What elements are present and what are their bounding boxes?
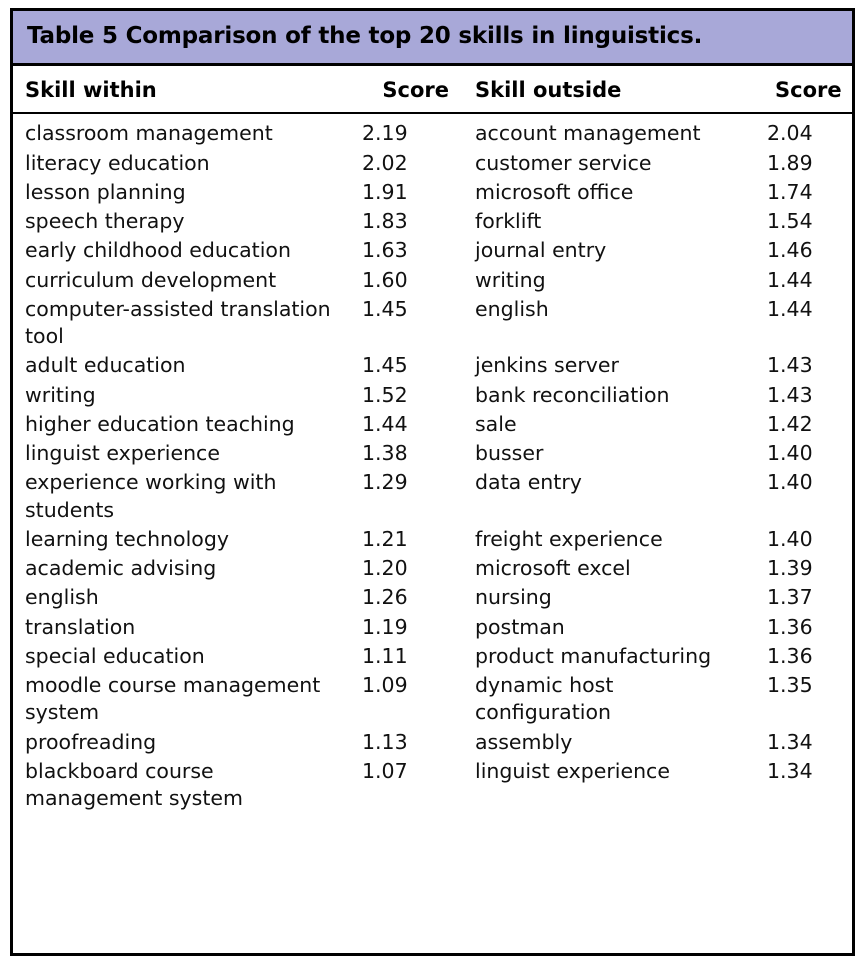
table-row — [13, 351, 852, 380]
cell-score-outside: 1.40 — [767, 470, 813, 495]
column-header-score-outside: Score — [763, 66, 852, 113]
cell-skill-outside: freight experience — [475, 526, 663, 551]
cell-score-within: 1.63 — [362, 238, 408, 263]
cell-score-outside: 1.43 — [767, 382, 813, 407]
table-row — [13, 728, 852, 757]
cell-score-outside: 1.74 — [767, 179, 813, 204]
table-row — [13, 149, 852, 178]
cell-score-within: 1.83 — [362, 209, 408, 234]
table-row — [13, 554, 852, 583]
table-row — [13, 381, 852, 410]
cell-skill-outside: postman — [475, 614, 565, 639]
column-header-score-within: Score — [358, 66, 463, 113]
cell-skill-outside: sale — [475, 411, 517, 436]
table-header — [13, 66, 852, 113]
table-caption: Table 5 Comparison of the top 20 skills in linguistics. — [27, 23, 703, 49]
cell-skill-outside: nursing — [475, 585, 552, 610]
cell-skill-within: linguist experience — [25, 441, 220, 466]
skills-comparison-table — [13, 66, 852, 813]
cell-score-outside: 1.39 — [767, 556, 813, 581]
cell-skill-within: english — [25, 585, 99, 610]
table-row — [13, 525, 852, 554]
cell-score-outside: 2.04 — [767, 121, 813, 146]
cell-skill-within: learning technology — [25, 526, 229, 551]
cell-skill-outside: english — [475, 296, 549, 321]
cell-score-outside: 1.40 — [767, 441, 813, 466]
cell-score-within: 1.29 — [362, 470, 408, 495]
cell-skill-within: moodle course management system — [25, 673, 321, 725]
table-row — [13, 757, 852, 814]
cell-skill-outside: journal entry — [475, 238, 607, 263]
table-row — [13, 671, 852, 728]
cell-skill-within: adult education — [25, 353, 186, 378]
cell-skill-outside: assembly — [475, 729, 573, 754]
cell-skill-within: higher education teaching — [25, 411, 295, 436]
table-row — [13, 410, 852, 439]
cell-skill-within: speech therapy — [25, 209, 185, 234]
cell-score-outside: 1.36 — [767, 643, 813, 668]
cell-skill-outside: forklift — [475, 209, 542, 234]
table-row — [13, 113, 852, 148]
cell-score-outside: 1.36 — [767, 614, 813, 639]
cell-score-within: 1.19 — [362, 614, 408, 639]
cell-score-outside: 1.44 — [767, 296, 813, 321]
cell-score-within: 1.60 — [362, 267, 408, 292]
cell-score-within: 2.02 — [362, 150, 408, 175]
cell-skill-outside: account management — [475, 121, 701, 146]
cell-score-outside: 1.42 — [767, 411, 813, 436]
cell-score-outside: 1.34 — [767, 729, 813, 754]
cell-skill-outside: bank reconciliation — [475, 382, 670, 407]
table-row — [13, 642, 852, 671]
cell-score-outside: 1.37 — [767, 585, 813, 610]
column-header-skill-within: Skill within — [13, 66, 358, 113]
column-header-skill-outside: Skill outside — [463, 66, 763, 113]
table-rows — [13, 113, 852, 813]
cell-score-outside: 1.35 — [767, 673, 813, 698]
cell-skill-outside: microsoft office — [475, 179, 634, 204]
table-row — [13, 583, 852, 612]
cell-score-within: 1.26 — [362, 585, 408, 610]
cell-skill-outside: dynamic host configuration — [475, 673, 614, 725]
cell-score-within: 1.44 — [362, 411, 408, 436]
cell-skill-within: early childhood education — [25, 238, 291, 263]
cell-skill-outside: customer service — [475, 150, 652, 175]
cell-skill-within: literacy education — [25, 150, 210, 175]
cell-skill-outside: busser — [475, 441, 544, 466]
table-row — [13, 295, 852, 352]
cell-skill-within: curriculum development — [25, 267, 277, 292]
cell-score-outside: 1.54 — [767, 209, 813, 234]
cell-score-within: 1.91 — [362, 179, 408, 204]
cell-skill-within: classroom management — [25, 121, 273, 146]
table-frame — [10, 8, 855, 956]
table-row — [13, 207, 852, 236]
cell-score-within: 1.45 — [362, 296, 408, 321]
cell-score-outside: 1.89 — [767, 150, 813, 175]
table-row — [13, 468, 852, 525]
table-row — [13, 266, 852, 295]
table-row — [13, 178, 852, 207]
cell-skill-within: special education — [25, 643, 205, 668]
cell-skill-outside: jenkins server — [475, 353, 619, 378]
cell-score-outside: 1.44 — [767, 267, 813, 292]
cell-score-within: 1.20 — [362, 556, 408, 581]
table-caption-band — [13, 11, 852, 66]
cell-score-outside: 1.43 — [767, 353, 813, 378]
cell-skill-within: blackboard course management system — [25, 758, 243, 811]
cell-skill-outside: linguist experience — [475, 758, 670, 783]
cell-score-within: 1.45 — [362, 353, 408, 378]
cell-skill-within: writing — [25, 382, 96, 407]
cell-score-within: 1.09 — [362, 673, 408, 698]
cell-score-within: 1.52 — [362, 382, 408, 407]
cell-score-within: 1.21 — [362, 526, 408, 551]
table-row — [13, 236, 852, 265]
cell-score-within: 1.11 — [362, 643, 408, 668]
cell-score-outside: 1.34 — [767, 758, 813, 783]
cell-skill-within: computer-assisted translation tool — [25, 296, 331, 349]
table-header-row — [13, 66, 852, 113]
cell-score-outside: 1.46 — [767, 238, 813, 263]
cell-skill-within: academic advising — [25, 556, 217, 581]
cell-score-outside: 1.40 — [767, 526, 813, 551]
cell-skill-within: lesson planning — [25, 179, 186, 204]
cell-skill-outside: data entry — [475, 470, 582, 495]
cell-skill-within: proofreading — [25, 729, 157, 754]
cell-score-within: 1.07 — [362, 758, 408, 783]
cell-score-within: 1.13 — [362, 729, 408, 754]
table-row — [13, 439, 852, 468]
cell-skill-outside: microsoft excel — [475, 556, 631, 581]
cell-skill-outside: writing — [475, 267, 546, 292]
table-body — [13, 66, 852, 953]
table-row — [13, 613, 852, 642]
cell-skill-within: experience working with students — [25, 470, 277, 522]
cell-skill-outside: product manufacturing — [475, 643, 712, 668]
cell-skill-within: translation — [25, 614, 136, 639]
cell-score-within: 1.38 — [362, 441, 408, 466]
cell-score-within: 2.19 — [362, 121, 408, 146]
